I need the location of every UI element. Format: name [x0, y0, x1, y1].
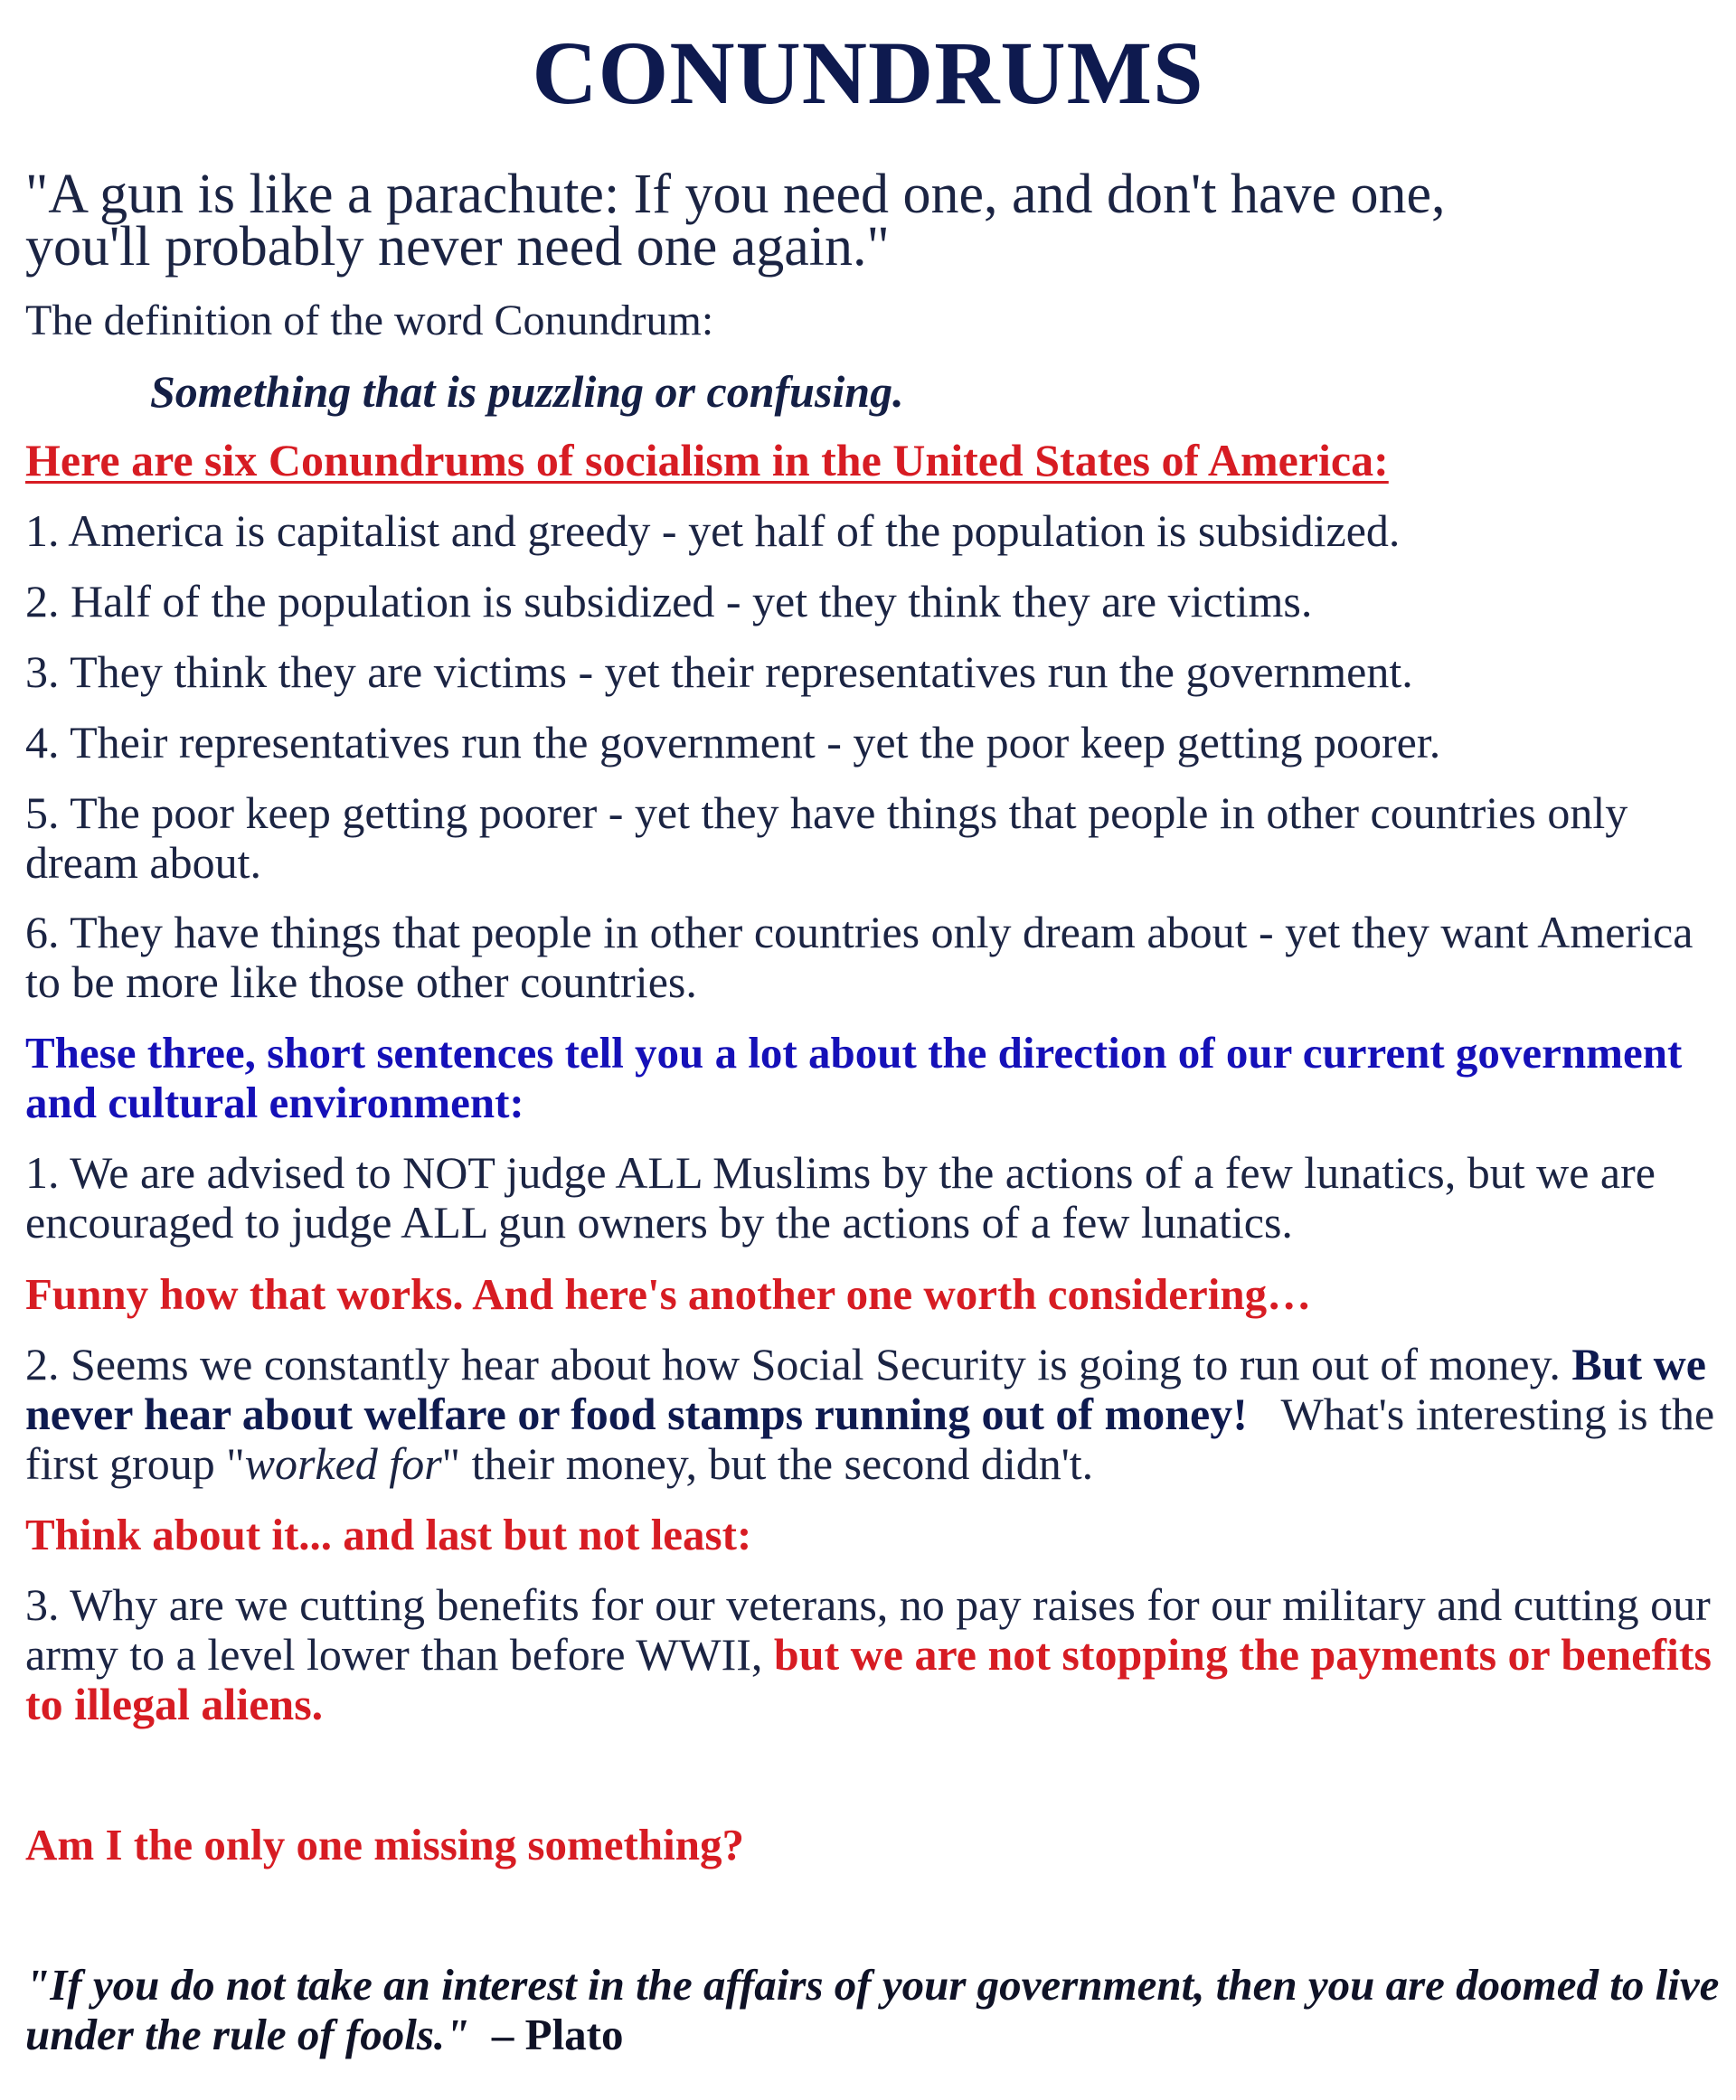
- conundrum-item-5: 5. The poor keep getting poorer - yet they have things that people in other countries only dream about.: [25, 787, 1628, 888]
- conundrum-item-3: 3. They think they are victims - yet their representatives run the government.: [25, 646, 1413, 697]
- sentence-2-part-1: 2. Seems we constantly hear about how Social Security is going to run out of money.: [25, 1339, 1561, 1389]
- plato-quote: [25, 1960, 1725, 2059]
- definition-label: The definition of the word Conundrum:: [25, 297, 714, 344]
- quote-line-1: "A gun is like a parachute: If you need one, and don't have one,: [25, 164, 1446, 225]
- socialism-heading: Here are six Conundrums of socialism in the United States of America:: [25, 435, 1389, 485]
- funny-line: Funny how that works. And here's another one worth considering…: [25, 1269, 1312, 1319]
- plato-attribution: – Plato: [469, 2010, 624, 2059]
- sentence-2-italic: worked for: [244, 1438, 442, 1489]
- conundrum-item-2: 2. Half of the population is subsidized - yet they think they are victims.: [25, 576, 1313, 626]
- sentence-3: [25, 1580, 1725, 1729]
- definition-text: Something that is puzzling or confusing.: [150, 366, 904, 417]
- sentence-3-part-1: 3. Why are we cutting benefits for our veterans, no pay raises for our military and cutting our army to a level lower than before WWII,: [25, 1579, 1711, 1680]
- missing-line: Am I the only one missing something?: [25, 1820, 744, 1869]
- sentence-3-red: but we are not stopping the payments or benefits to illegal aliens.: [25, 1629, 1712, 1729]
- sentence-1: 1. We are advised to NOT judge ALL Muslims by the actions of a few lunatics, but we are encouraged to judge ALL gun owners by the actions of a few lunatics.: [25, 1147, 1656, 1248]
- page-title: CONUNDRUMS: [532, 23, 1204, 123]
- plato-quote-text: "If you do not take an interest in the affairs of your government, then you are doomed to live under the rule of fools.": [25, 1960, 1720, 2059]
- quote-line-2: you'll probably never need one again.": [25, 216, 890, 278]
- sentence-2-part-2: What's interesting is the first group ": [25, 1389, 1726, 1489]
- sentence-2-bold: But we never hear about welfare or food stamps running out of money!: [25, 1339, 1706, 1439]
- conundrum-item-4: 4. Their representatives run the government - yet the poor keep getting poorer.: [25, 717, 1441, 767]
- sentences-heading: These three, short sentences tell you a lot about the direction of our current government and cultural environment:: [25, 1028, 1683, 1127]
- sentence-2: [25, 1340, 1725, 1489]
- conundrum-item-6: 6. They have things that people in other countries only dream about - yet they want America to be more like those other countries.: [25, 907, 1694, 1007]
- conundrum-item-1: 1. America is capitalist and greedy - yet half of the population is subsidized.: [25, 505, 1401, 556]
- think-line: Think about it... and last but not least:: [25, 1510, 752, 1559]
- parachute-quote: [25, 164, 1725, 278]
- sentence-2-part-3: " their money, but the second didn't.: [441, 1438, 1094, 1489]
